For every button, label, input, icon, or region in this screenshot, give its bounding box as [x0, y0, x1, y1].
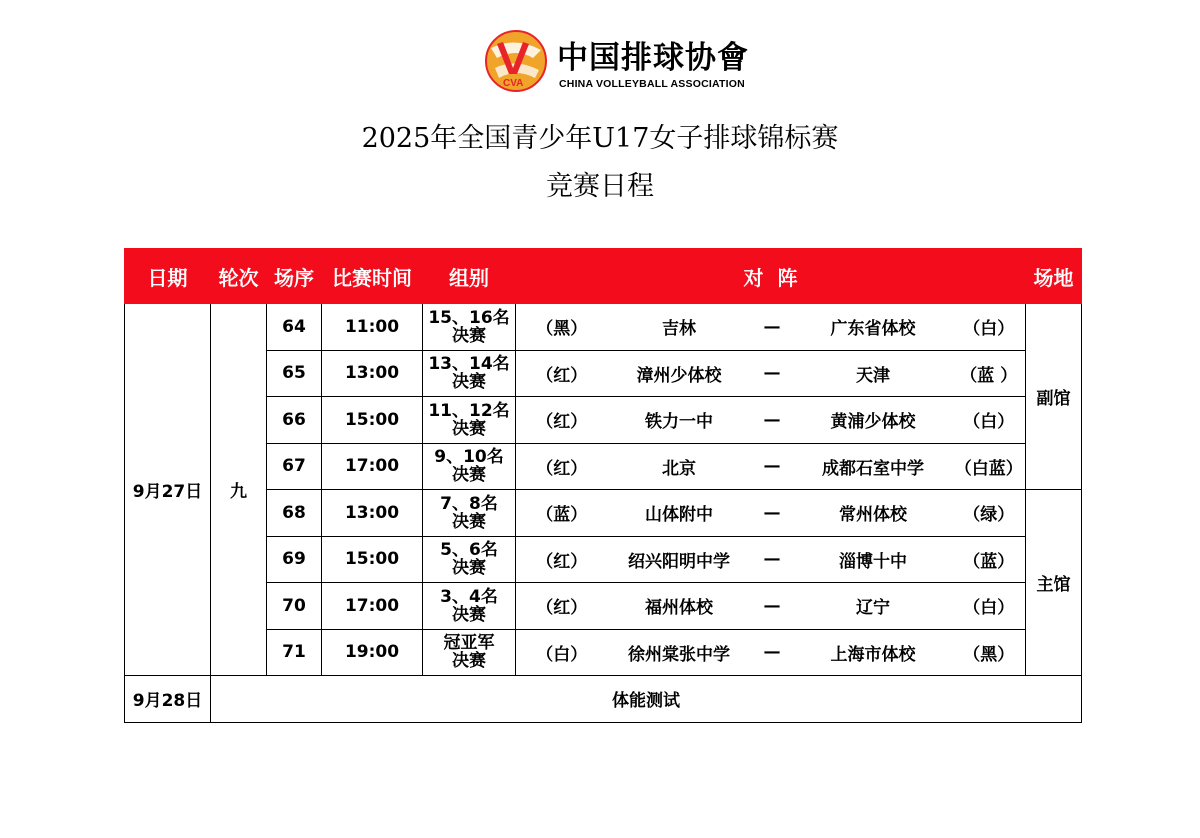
team1-color: （红） — [516, 443, 608, 490]
team2-color: （蓝） — [953, 536, 1026, 583]
time-cell: 11:00 — [322, 304, 423, 351]
group-line: 决赛 — [452, 651, 486, 672]
group-line: 7、8名 — [440, 493, 498, 514]
group-line: 决赛 — [452, 465, 486, 486]
header-venue: 场地 — [1026, 249, 1082, 304]
event-cell: 体能测试 — [211, 676, 1082, 723]
order-cell: 66 — [267, 397, 322, 444]
logo-name-cn: 中国排球协會 — [557, 40, 749, 76]
team2-name: 成都石室中学 — [794, 443, 953, 490]
order-cell: 67 — [267, 443, 322, 490]
group-line: 3、4名 — [440, 586, 498, 607]
vs-dash: — — [751, 490, 794, 537]
group-line: 11、12名 — [428, 400, 510, 421]
team2-color: （白蓝） — [953, 443, 1026, 490]
order-cell: 64 — [267, 304, 322, 351]
table-row — [125, 536, 1082, 583]
team2-color: （绿） — [953, 490, 1026, 537]
order-cell: 70 — [267, 583, 322, 630]
vs-dash: — — [751, 350, 794, 397]
header-time: 比赛时间 — [322, 249, 423, 304]
group-line: 5、6名 — [440, 540, 498, 561]
team2-color: （白） — [953, 397, 1026, 444]
group-line: 15、16名 — [428, 307, 510, 328]
team1-name: 绍兴阳明中学 — [608, 536, 751, 583]
team1-name: 徐州棠张中学 — [608, 629, 751, 676]
header-date: 日期 — [125, 249, 211, 304]
table-row — [125, 350, 1082, 397]
team2-color: （黑） — [953, 629, 1026, 676]
team2-color: （蓝 ） — [953, 350, 1026, 397]
team1-color: （红） — [516, 536, 608, 583]
group-line: 13、14名 — [428, 354, 510, 375]
team1-color: （红） — [516, 583, 608, 630]
page-subtitle: 竞赛日程 — [546, 171, 654, 202]
team2-name: 辽宁 — [794, 583, 953, 630]
vs-dash: — — [751, 397, 794, 444]
order-cell: 65 — [267, 350, 322, 397]
team2-name: 黄浦少体校 — [794, 397, 953, 444]
date-cell: 9月27日 — [125, 304, 211, 676]
team1-name: 山体附中 — [608, 490, 751, 537]
group-line: 决赛 — [452, 325, 486, 346]
logo-name-en: CHINA VOLLEYBALL ASSOCIATION — [559, 78, 745, 90]
header-matchup: 对 阵 — [516, 249, 1026, 304]
time-cell: 13:00 — [322, 490, 423, 537]
team2-name: 常州体校 — [794, 490, 953, 537]
header-round: 轮次 — [211, 249, 267, 304]
round-cell: 九 — [211, 304, 267, 676]
team1-name: 福州体校 — [608, 583, 751, 630]
team1-color: （白） — [516, 629, 608, 676]
group-line: 9、10名 — [434, 447, 504, 468]
vs-dash: — — [751, 304, 794, 351]
table-row — [125, 583, 1082, 630]
team2-color: （白） — [953, 304, 1026, 351]
group-line: 冠亚军 — [443, 633, 495, 654]
group-cell — [423, 490, 516, 537]
schedule-table — [124, 248, 1082, 723]
team2-name: 广东省体校 — [794, 304, 953, 351]
team2-name: 上海市体校 — [794, 629, 953, 676]
time-cell: 13:00 — [322, 350, 423, 397]
team2-color: （白） — [953, 583, 1026, 630]
date-cell: 9月28日 — [125, 676, 211, 723]
order-cell: 68 — [267, 490, 322, 537]
group-cell — [423, 536, 516, 583]
venue-cell: 主馆 — [1026, 490, 1082, 676]
cva-logo — [483, 28, 749, 98]
emblem-text: CVA — [503, 78, 524, 89]
table-row — [125, 397, 1082, 444]
vs-dash: — — [751, 536, 794, 583]
group-cell — [423, 350, 516, 397]
vs-dash: — — [751, 629, 794, 676]
table-row — [125, 304, 1082, 351]
time-cell: 15:00 — [322, 536, 423, 583]
team1-color: （红） — [516, 397, 608, 444]
group-cell — [423, 629, 516, 676]
header-order: 场序 — [267, 249, 322, 304]
time-cell: 19:00 — [322, 629, 423, 676]
team1-color: （蓝） — [516, 490, 608, 537]
page-title: 2025年全国青少年U17女子排球锦标赛 — [361, 123, 839, 154]
group-cell — [423, 583, 516, 630]
table-row — [125, 443, 1082, 490]
table-row — [125, 629, 1082, 676]
team2-name: 淄博十中 — [794, 536, 953, 583]
team1-name: 漳州少体校 — [608, 350, 751, 397]
header-row — [125, 249, 1082, 304]
time-cell: 15:00 — [322, 397, 423, 444]
team2-name: 天津 — [794, 350, 953, 397]
team1-name: 吉林 — [608, 304, 751, 351]
team1-color: （黑） — [516, 304, 608, 351]
table-row — [125, 490, 1082, 537]
group-line: 决赛 — [452, 372, 486, 393]
vs-dash: — — [751, 583, 794, 630]
volleyball-emblem-icon — [483, 28, 549, 94]
venue-cell: 副馆 — [1026, 304, 1082, 490]
table-row — [125, 676, 1082, 723]
time-cell: 17:00 — [322, 443, 423, 490]
group-line: 决赛 — [452, 558, 486, 579]
group-line: 决赛 — [452, 604, 486, 625]
group-cell — [423, 304, 516, 351]
team1-color: （红） — [516, 350, 608, 397]
group-cell — [423, 443, 516, 490]
order-cell: 71 — [267, 629, 322, 676]
group-line: 决赛 — [452, 511, 486, 532]
group-cell — [423, 397, 516, 444]
team1-name: 铁力一中 — [608, 397, 751, 444]
header-group: 组别 — [423, 249, 516, 304]
vs-dash: — — [751, 443, 794, 490]
group-line: 决赛 — [452, 418, 486, 439]
order-cell: 69 — [267, 536, 322, 583]
time-cell: 17:00 — [322, 583, 423, 630]
team1-name: 北京 — [608, 443, 751, 490]
